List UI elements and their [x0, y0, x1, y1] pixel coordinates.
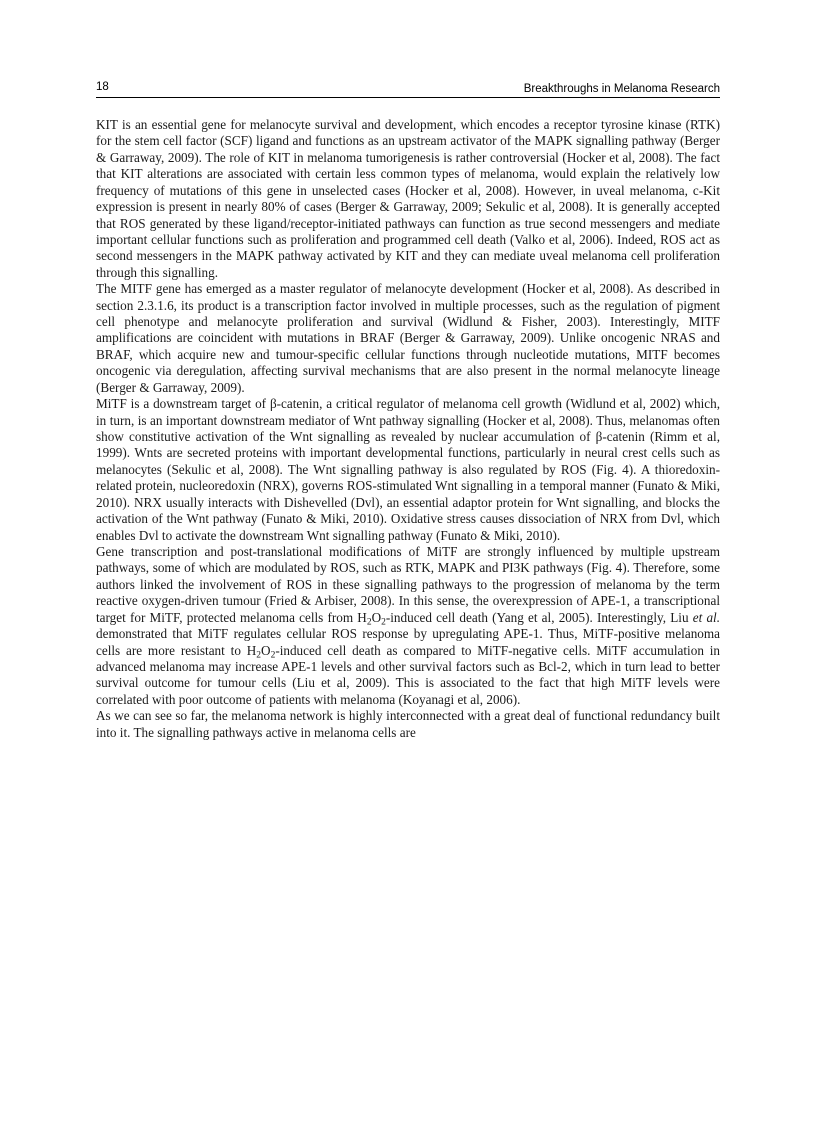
text-run: Gene transcription and post-translational modifications of MiTF are strongly influenced by multiple upstream pathways, some of which are modulated by ROS, such as RTK, MAPK and PI3K pathways (Fig. 4). Therefore, some authors linked the involvement of ROS in these signalling pathways to the progression of melanoma by the term reactive oxygen-driven tumour (Fried & Arbiser, 2008). In this sense, the overexpression of APE-1, a transcriptional target for MiTF, protected melanoma cells from H: [96, 543, 720, 625]
text-run: -induced cell death as compared to MiTF-negative cells. MiTF accumulation in advanced melanoma may increase APE-1 levels and other survival factors such as Bcl-2, which in turn lead to better survival outcome for tumour cells (Liu et al, 2009). This is associated to the fact that high MiTF levels were correlated with poor outcome of patients with melanoma (Koyanagi et al, 2006).: [96, 642, 721, 707]
subscript: 2: [270, 650, 276, 661]
body-text: [96, 117, 720, 741]
paragraph-mitf: The MITF gene has emerged as a master regulator of melanocyte development (Hocker et al, 2008). As described in section 2.3.1.6, its product is a transcription factor involved in multiple processes, such as the regulation of pigment cell phenotype and melanocyte proliferation and survival (Widlund & Fisher, 2003). Interestingly, MITF amplifications are coincident with mutations in BRAF (Berger & Garraway, 2009). Unlike oncogenic NRAS and BRAF, which acquire new and tumour-specific cellular functions through nucleotide mutations, MITF becomes oncogenic via deregulation, affecting survival mechanisms that are also present in the normal melanocyte lineage (Berger & Garraway, 2009).: [96, 281, 720, 395]
page-header: [96, 80, 720, 98]
text-run: -induced cell death (Yang et al, 2005). Interestingly, Liu: [385, 609, 693, 625]
paragraph-kit: KIT is an essential gene for melanocyte survival and development, which encodes a receptor tyrosine kinase (RTK) for the stem cell factor (SCF) ligand and functions as an upstream activator of the MAPK signalling pathway (Berger & Garraway, 2009). The role of KIT in melanoma tumorigenesis is rather controversial (Hocker et al, 2008). The fact that KIT alterations are associated with certain less common types of melanoma, would explain the relatively low frequency of mutations of this gene in unselected cases (Hocker et al, 2008). However, in uveal melanoma, c-Kit expression is present in nearly 80% of cases (Berger & Garraway, 2009; Sekulic et al, 2008). It is generally accepted that ROS generated by these ligand/receptor-initiated pathways can function as true second messengers and mediate important cellular functions such as proliferation and programmed cell death (Valko et al, 2006). Indeed, ROS act as second messengers in the MAPK pathway activated by KIT and they can mediate uveal melanoma cell proliferation through this signalling.: [96, 117, 720, 280]
subscript: 2: [256, 650, 262, 661]
page-number: 18: [96, 81, 109, 93]
subscript: 2: [381, 617, 386, 628]
running-title: Breakthroughs in Melanoma Research: [523, 83, 720, 95]
text-run: O: [261, 642, 271, 658]
paragraph-beta-catenin: MiTF is a downstream target of β-catenin, a critical regulator of melanoma cell growth (Widlund et al, 2002) which, in turn, is an important downstream mediator of Wnt pathway signalling (Hocker et al, 2008). Thus, melanomas often show constitutive activation of the Wnt signalling as revealed by nuclear accumulation of β-catenin (Rimm et al, 1999). Wnts are secreted proteins with important developmental functions, particularly in neural crest cells such as melanocytes (Sekulic et al, 2008). The Wnt signalling pathway is also regulated by ROS (Fig. 4). A thioredoxin-related protein, nucleoredoxin (NRX), governs ROS-stimulated Wnt signalling in a temporal manner (Funato & Miki, 2010). NRX usually interacts with Dishevelled (Dvl), an essential adaptor protein for Wnt signalling, and blocks the activation of the Wnt pathway (Funato & Miki, 2010). Oxidative stress causes dissociation of NRX from Dvl, which enables Dvl to activate the downstream Wnt signalling pathway (Funato & Miki, 2010).: [96, 396, 720, 543]
text-run: demonstrated that MiTF regulates cellular ROS response by upregulating APE-1. Thus, MiTF-positive melanoma cells are more resistant to H: [96, 626, 720, 658]
italic-run: et al.: [692, 609, 720, 625]
paragraph-gene-transcription: [96, 544, 720, 708]
page: [96, 80, 720, 741]
paragraph-network: As we can see so far, the melanoma network is highly interconnected with a great deal of functional redundancy built into it. The signalling pathways active in melanoma cells are: [96, 708, 720, 740]
text-run: O: [371, 609, 382, 625]
subscript: 2: [366, 617, 372, 628]
